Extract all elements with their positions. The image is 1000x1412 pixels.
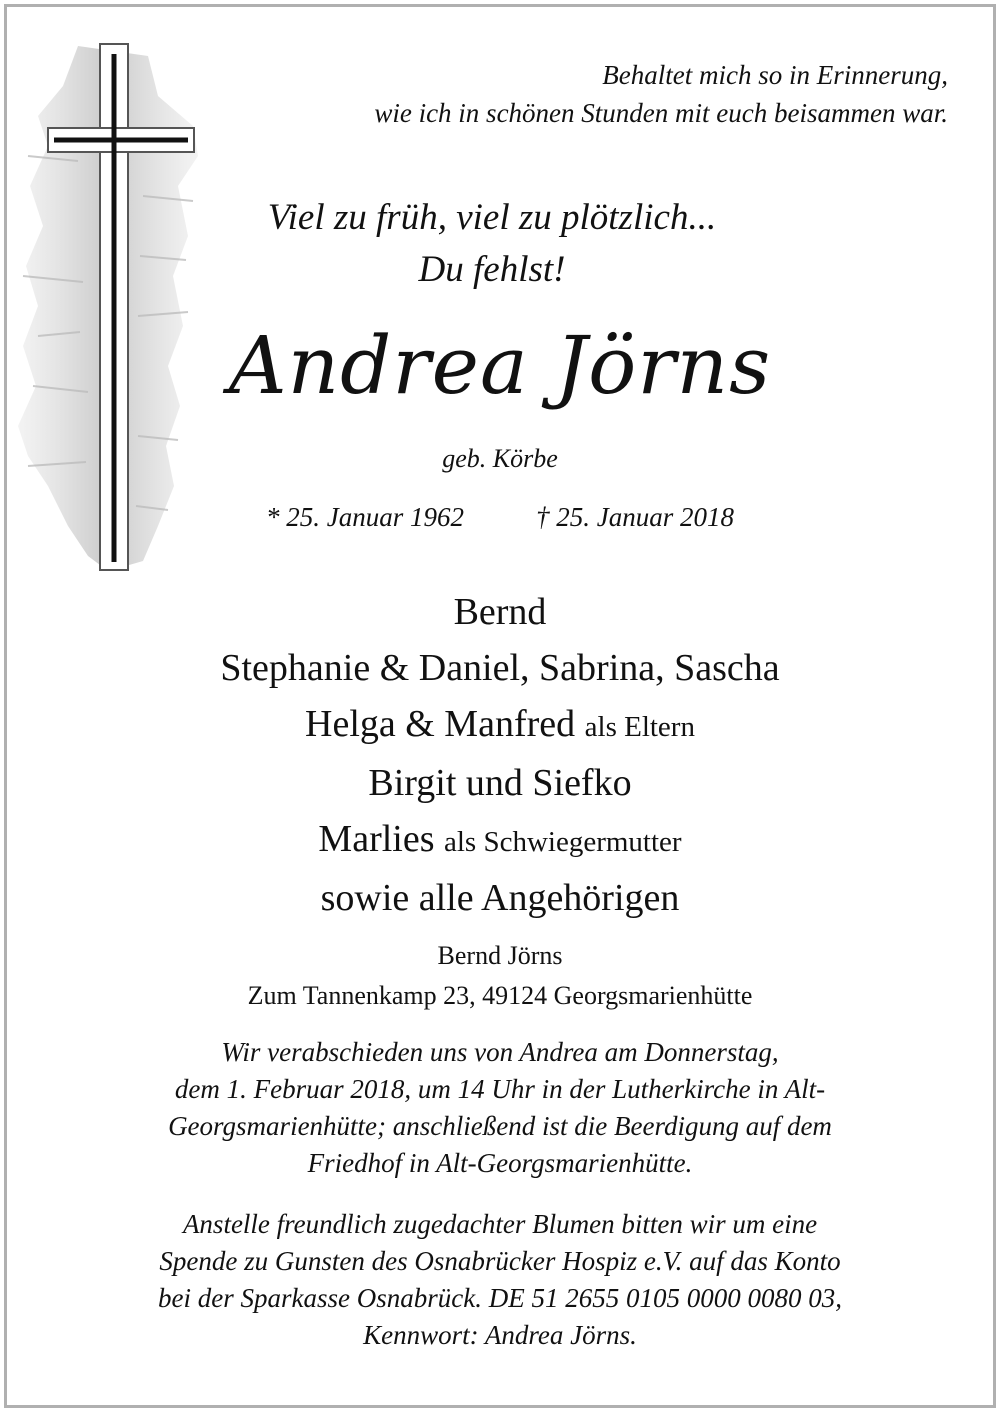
- mourner-line: [0, 811, 1000, 870]
- headline: [0, 192, 992, 296]
- donation-line: Kennwort: Andrea Jörns.: [363, 1320, 637, 1350]
- quote-line: wie ich in schönen Stunden mit euch beisammen war.: [374, 98, 948, 128]
- funeral-service-info: [0, 1034, 1000, 1182]
- mourner-line: Birgit und Siefko: [368, 762, 632, 804]
- life-dates: [0, 498, 1000, 536]
- birth-name: geb. Körbe: [442, 444, 558, 473]
- memorial-quote: [248, 56, 948, 132]
- mourner-names: Helga & Manfred: [305, 703, 576, 745]
- service-line: Friedhof in Alt-Georgsmarienhütte.: [307, 1148, 693, 1178]
- mourner-names: Marlies: [318, 818, 435, 860]
- mourner-line: [0, 696, 1000, 755]
- mourner-line: sowie alle Angehörigen: [320, 877, 680, 919]
- deceased-name: Andrea Jörns: [228, 319, 772, 412]
- donation-info: [0, 1206, 1000, 1354]
- contact-street: Zum Tannenkamp 23, 49124 Georgsmarienhütte: [247, 981, 753, 1010]
- service-line: Georgsmarienhütte; anschließend ist die Beerdigung auf dem: [168, 1111, 832, 1141]
- service-line: dem 1. Februar 2018, um 14 Uhr in der Lutherkirche in Alt-: [174, 1074, 826, 1104]
- donation-line: bei der Sparkasse Osnabrück. DE 51 2655 0105 0000 0080 03,: [158, 1283, 842, 1313]
- donation-line: Spende zu Gunsten des Osnabrücker Hospiz e.V. auf das Konto: [159, 1246, 841, 1276]
- service-line: Wir verabschieden uns von Andrea am Donnerstag,: [221, 1037, 779, 1067]
- donation-line: Anstelle freundlich zugedachter Blumen bitten wir um eine: [182, 1209, 818, 1239]
- mourner-role: als Schwiegermutter: [444, 826, 682, 858]
- headline-line: Viel zu früh, viel zu plötzlich...: [267, 197, 717, 238]
- birth-date: * 25. Januar 1962: [266, 502, 464, 532]
- contact-address: [0, 936, 1000, 1016]
- mourners-list: [0, 584, 1000, 926]
- cross-icon: [8, 36, 208, 576]
- quote-line: Behaltet mich so in Erinnerung,: [602, 60, 948, 90]
- death-date: † 25. Januar 2018: [536, 502, 734, 532]
- contact-name: Bernd Jörns: [437, 941, 563, 970]
- headline-line: Du fehlst!: [418, 249, 566, 290]
- mourner-line: Bernd: [453, 591, 547, 633]
- mourner-role: als Eltern: [584, 711, 695, 743]
- mourner-line: Stephanie & Daniel, Sabrina, Sascha: [220, 647, 780, 689]
